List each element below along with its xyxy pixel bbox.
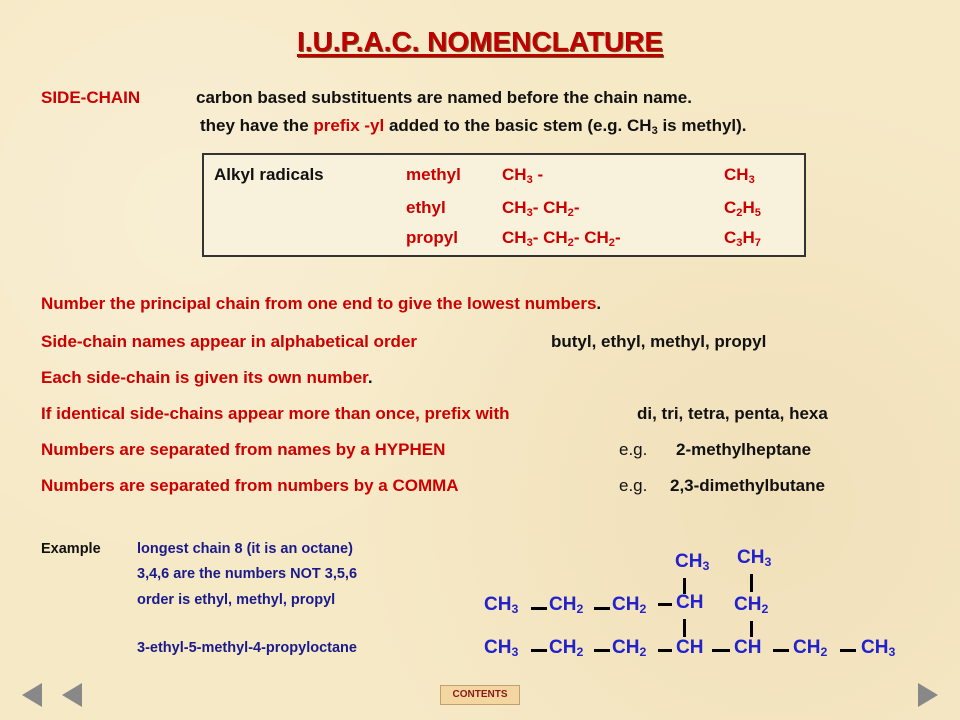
bottom-ch2-1: $CH_2$ (549, 637, 584, 660)
rule-5-eg: e.g. (619, 440, 648, 459)
alkyl-name-ethyl: ethyl (406, 198, 446, 217)
rule-5-label: Numbers are separated from names by a HYPHEN (41, 440, 446, 459)
mid-ch2-2: $CH_2$ (612, 594, 647, 617)
side-chain-line2-a: they have the (200, 116, 314, 135)
alkyl-name-methyl: methyl (406, 165, 461, 184)
previous-slide-arrow-icon[interactable] (22, 683, 42, 707)
alkyl-short-ethyl: $C_2H_5$ (724, 198, 761, 219)
side-chain-line2-sub: 3 (651, 124, 658, 137)
rule-2-example: butyl, ethyl, methyl, propyl (551, 332, 767, 351)
alkyl-radicals-table (202, 153, 806, 257)
example-line-2: 3,4,6 are the numbers NOT 3,5,6 (137, 566, 358, 582)
bottom-ch2-3: $CH_2$ (793, 637, 828, 660)
rule-3: Each side-chain is given its own number. (41, 368, 373, 387)
rule-5-example: 2-methylheptane (676, 440, 812, 459)
top-ch3-right: $CH_3$ (737, 547, 772, 570)
mid-ch3: $CH_3$ (484, 594, 519, 617)
bottom-ch-2: CH (734, 637, 762, 658)
rule-6-example: 2,3-dimethylbutane (670, 476, 825, 495)
bottom-ch3-left: $CH_3$ (484, 637, 519, 660)
next-slide-arrow-icon[interactable] (918, 683, 938, 707)
mid-ch2-1: $CH_2$ (549, 594, 584, 617)
bottom-ch2-2: $CH_2$ (612, 637, 647, 660)
bottom-ch-1: CH (676, 637, 704, 658)
side-chain-line2 (200, 116, 747, 136)
bond-bottom-6 (840, 649, 856, 652)
alkyl-formula-ethyl: $CH_3-$ $CH_2-$ (502, 198, 580, 219)
bond-bottom-5 (773, 649, 789, 652)
side-chain-line2-c: is methyl). (657, 116, 747, 135)
rule-4-label: If identical side-chains appear more than once, prefix with (41, 404, 510, 423)
side-chain-line1: carbon based substituents are named before the chain name. (196, 88, 692, 107)
example-line-4: 3-ethyl-5-methyl-4-propyloctane (137, 640, 357, 656)
example-line-1: longest chain 8 (it is an octane) (137, 541, 353, 557)
rule-6-eg: e.g. (619, 476, 648, 495)
bond-mid-1 (531, 607, 547, 610)
side-chain-line2-b: added to the basic stem (e.g. CH (384, 116, 652, 135)
bond-bottom-2 (594, 649, 610, 652)
rule-1: Number the principal chain from one end to give the lowest numbers. (41, 294, 602, 313)
mid-ch2-right: $CH_2$ (734, 594, 769, 617)
alkyl-short-methyl: $CH_3$ (724, 165, 755, 186)
bond-mid-right-vert (750, 621, 753, 637)
bond-top-right (750, 574, 753, 592)
bottom-ch3-right: $CH_3$ (861, 637, 896, 660)
bond-bottom-1 (531, 649, 547, 652)
bond-bottom-3 (658, 649, 672, 652)
example-line-3: order is ethyl, methyl, propyl (137, 592, 336, 608)
mid-ch: CH (676, 592, 704, 613)
prefix-yl-text: prefix -yl (313, 116, 385, 135)
alkyl-name-propyl: propyl (406, 228, 458, 247)
side-chain-heading: SIDE-CHAIN (41, 88, 141, 107)
rule-2-label: Side-chain names appear in alphabetical order (41, 332, 418, 351)
alkyl-short-propyl: $C_3H_7$ (724, 228, 761, 249)
rule-6-label: Numbers are separated from numbers by a COMMA (41, 476, 459, 495)
contents-button[interactable]: CONTENTS (440, 685, 520, 705)
bond-mid-3 (658, 603, 672, 606)
bond-mid-2 (594, 607, 610, 610)
bond-bottom-4 (712, 649, 730, 652)
alkyl-table-label: Alkyl radicals (214, 165, 324, 184)
example-label: Example (41, 541, 101, 557)
top-ch3-left: $CH_3$ (675, 551, 710, 574)
rule-4-example: di, tri, tetra, penta, hexa (637, 404, 828, 423)
page-title: I.U.P.A.C. NOMENCLATURE (296, 26, 664, 57)
alkyl-formula-propyl: $CH_3-$ $CH_2-$ $CH_2-$ (502, 228, 621, 249)
alkyl-formula-methyl: $CH_3$ - (502, 165, 544, 186)
first-slide-arrow-icon[interactable] (62, 683, 82, 707)
bond-mid-left-vert (683, 619, 686, 637)
